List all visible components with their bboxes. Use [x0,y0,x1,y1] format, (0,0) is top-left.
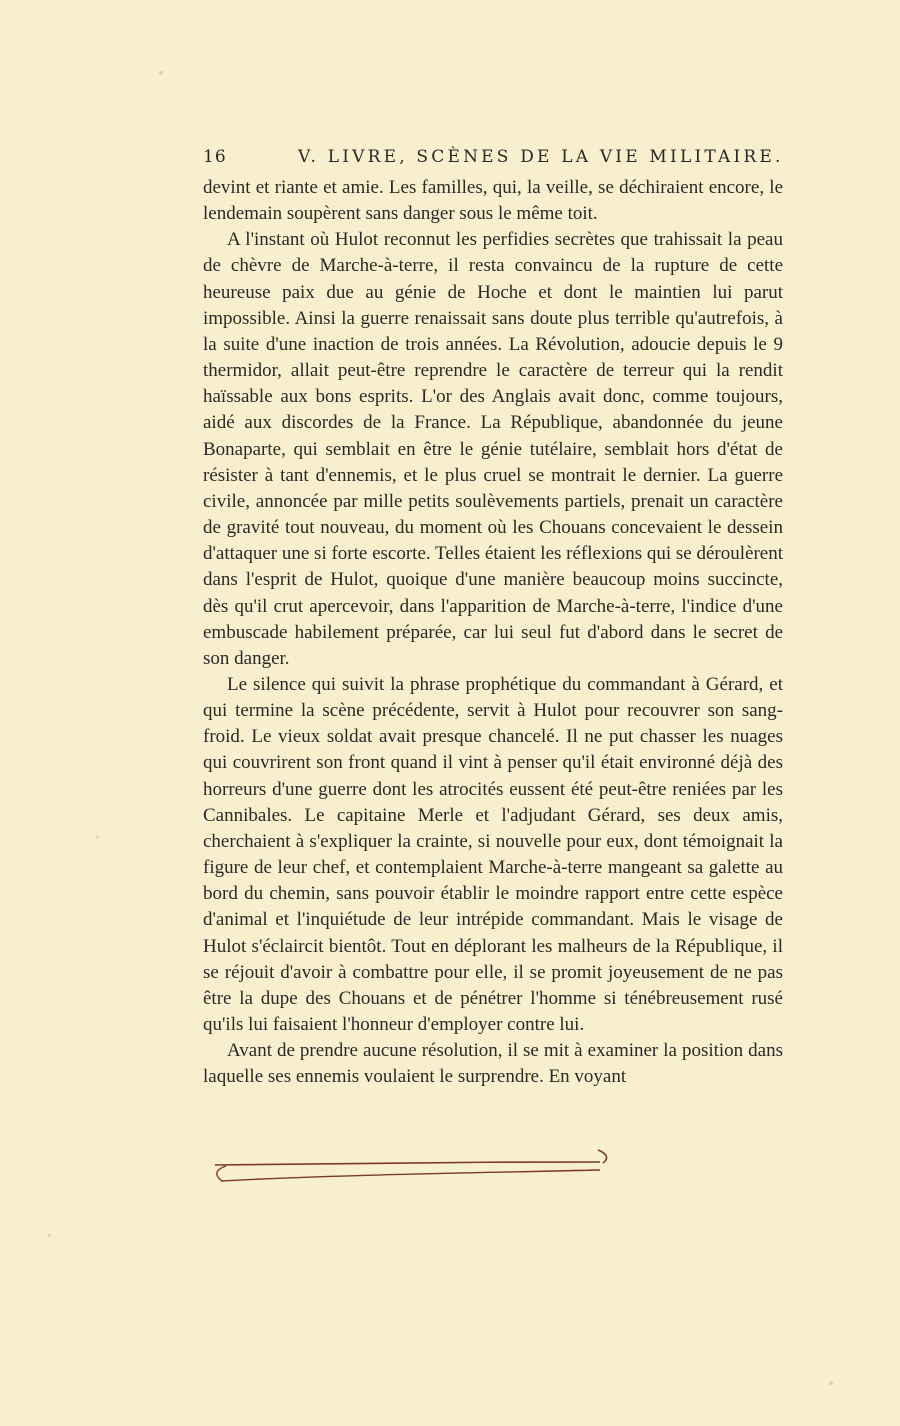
paragraph: Avant de prendre aucune résolution, il se mit à examiner la position dans laquelle ses ennemis voulaient le surprendre. En voyant [203,1040,783,1088]
paper-speck [48,1234,51,1237]
paper-speck [96,836,99,839]
paragraph-continuation: devint et riante et amie. Les familles, qui, la veille, se déchiraient encore, le lendemain soupèrent sans danger sous le même toit. [203,177,783,225]
paragraph: Le silence qui suivit la phrase prophétique du commandant à Gérard, et qui termine la scène précédente, servit à Hulot pour recouvrer son sang-froid. Le vieux soldat avait presque chancelé. Il ne put chasser les nuages qui couvrirent son front quand il vint à penser qu'il était environné déjà des horreurs d'une guerre dont les atrocités eussent été peut-être reniées par les Cannibales. Le capitaine Merle et l'adjudant Gérard, ses deux amis, cherchaient à s'expliquer la crainte, si nouvelle pour eux, dont témoignait la figure de leur chef, et contemplaient Marche-à-terre mangeant sa galette au bord du chemin, sans pouvoir établir le moindre rapport entre cette espèce d'animal et l'inquiétude de leur intrépide commandant. Mais le visage de Hulot s'éclaircit bientôt. Tout en déplorant les malheurs de la République, il se réjouit d'avoir à combattre pour elle, il se promit joyeusement de ne pas être la dupe des Chouans et de pénétrer l'homme si ténébreusement rusé qu'ils lui faisaient l'honneur d'employer contre lui. [203,673,783,1035]
running-head [203,147,783,177]
paper-speck [829,1381,833,1385]
running-head-title: V. LIVRE, SCÈNES DE LA VIE MILITAIRE. [298,147,784,167]
paragraph: A l'instant où Hulot reconnut les perfidies secrètes que trahissait la peau de chèvre de Marche-à-terre, il resta convaincu de la rupture de cette heureuse paix due au génie de Hoche et dont le maintien lui parut impossible. Ainsi la guerre renaissait sans doute plus terrible qu'autrefois, à la suite d'une inaction de trois années. La Révolution, adoucie depuis le 9 thermidor, allait peut-être reprendre le caractère de terreur qui la rendit haïssable aux bons esprits. L'or des Anglais avait donc, comme toujours, aidé aux discordes de la France. La République, abandonnée du jeune Bonaparte, qui semblait en être le génie tutélaire, semblait hors d'état de résister à tant d'ennemis, et le plus cruel se montrait le dernier. La guerre civile, annoncée par mille petits soulèvements partiels, prenait un caractère de gravité tout nouveau, du moment où les Chouans concevaient le dessein d'attaquer une si forte escorte. Telles étaient les réflexions qui se déroulèrent dans l'esprit de Hulot, quoique d'une manière beaucoup moins succincte, dès qu'il crut apercevoir, dans l'apparition de Marche-à-terre, l'indice d'une embuscade habilement préparée, car lui seul fut d'abord dans le secret de son danger. [203,229,783,669]
body-text [203,175,783,1090]
page-number: 16 [203,147,227,167]
paper-speck [159,71,163,75]
